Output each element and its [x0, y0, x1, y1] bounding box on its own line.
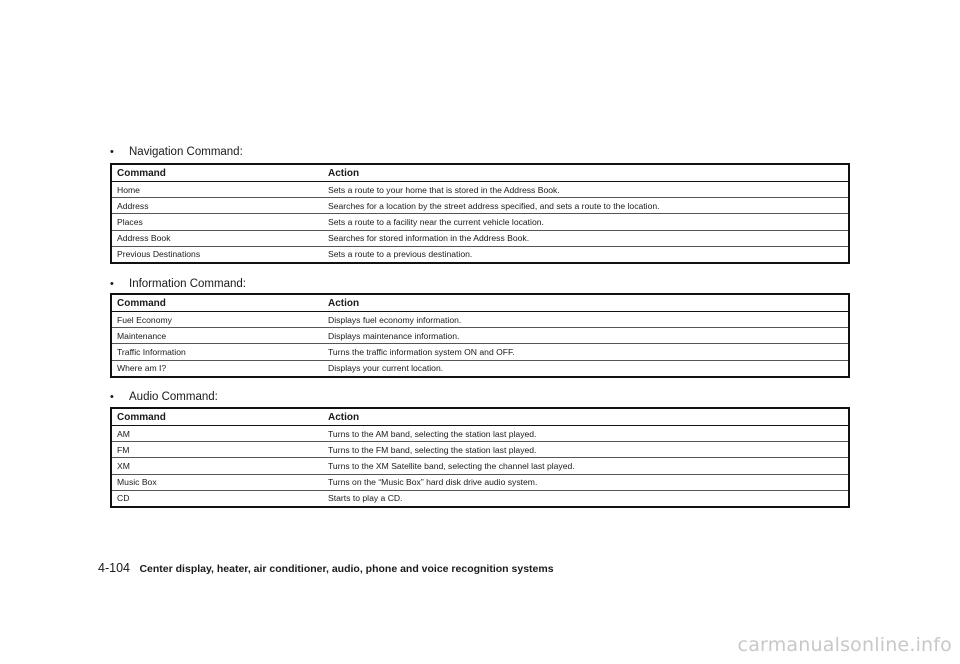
action-cell: Sets a route to your home that is stored in the Address Book.: [323, 182, 849, 198]
page-footer: [98, 560, 554, 576]
bullet-icon: •: [110, 278, 114, 290]
audio-command-table: [110, 407, 850, 508]
command-cell: FM: [111, 442, 323, 458]
command-cell: Address Book: [111, 230, 323, 246]
command-cell: Maintenance: [111, 328, 323, 344]
table-row: [111, 458, 849, 474]
command-cell: Where am I?: [111, 360, 323, 377]
action-cell: Sets a route to a facility near the current vehicle location.: [323, 214, 849, 230]
audio-heading: [110, 390, 850, 404]
action-cell: Displays your current location.: [323, 360, 849, 377]
command-cell: CD: [111, 490, 323, 507]
navigation-command-table: [110, 163, 850, 264]
action-cell: Sets a route to a previous destination.: [323, 246, 849, 263]
watermark: carmanualsonline.info: [737, 634, 952, 656]
table-row: [111, 312, 849, 328]
navigation-heading-text: Navigation Command:: [129, 146, 243, 158]
column-header-action: Action: [323, 408, 849, 426]
command-cell: Address: [111, 198, 323, 214]
information-heading: [110, 277, 850, 291]
table-header-row: [111, 408, 849, 426]
column-header-command: Command: [111, 164, 323, 182]
command-cell: Home: [111, 182, 323, 198]
column-header-action: Action: [323, 164, 849, 182]
command-cell: Previous Destinations: [111, 246, 323, 263]
table-row: [111, 344, 849, 360]
column-header-action: Action: [323, 294, 849, 312]
chapter-title: Center display, heater, air conditioner, audio, phone and voice recognition systems: [139, 563, 554, 575]
audio-section: [110, 390, 850, 504]
information-command-table: [110, 293, 850, 378]
action-cell: Turns to the XM Satellite band, selecting the channel last played.: [323, 458, 849, 474]
command-cell: AM: [111, 426, 323, 442]
table-row: [111, 198, 849, 214]
table-header-row: [111, 294, 849, 312]
command-cell: Music Box: [111, 474, 323, 490]
action-cell: Displays maintenance information.: [323, 328, 849, 344]
table-row: [111, 490, 849, 507]
action-cell: Turns the traffic information system ON and OFF.: [323, 344, 849, 360]
table-row: [111, 230, 849, 246]
command-cell: Fuel Economy: [111, 312, 323, 328]
table-row: [111, 442, 849, 458]
table-row: [111, 426, 849, 442]
command-cell: Traffic Information: [111, 344, 323, 360]
table-row: [111, 214, 849, 230]
column-header-command: Command: [111, 408, 323, 426]
command-cell: XM: [111, 458, 323, 474]
information-section: [110, 277, 850, 374]
bullet-icon: •: [110, 146, 114, 158]
command-cell: Places: [111, 214, 323, 230]
navigation-heading: [110, 145, 850, 159]
table-row: [111, 474, 849, 490]
table-row: [111, 328, 849, 344]
action-cell: Turns to the AM band, selecting the station last played.: [323, 426, 849, 442]
action-cell: Turns to the FM band, selecting the station last played.: [323, 442, 849, 458]
action-cell: Starts to play a CD.: [323, 490, 849, 507]
information-heading-text: Information Command:: [129, 278, 246, 290]
column-header-command: Command: [111, 294, 323, 312]
page-number: 4-104: [98, 561, 130, 575]
table-row: [111, 360, 849, 377]
action-cell: Displays fuel economy information.: [323, 312, 849, 328]
table-row: [111, 182, 849, 198]
bullet-icon: •: [110, 391, 114, 403]
action-cell: Searches for stored information in the Address Book.: [323, 230, 849, 246]
table-row: [111, 246, 849, 263]
action-cell: Turns on the “Music Box” hard disk drive audio system.: [323, 474, 849, 490]
audio-heading-text: Audio Command:: [129, 391, 218, 403]
navigation-section: [110, 145, 850, 260]
table-header-row: [111, 164, 849, 182]
action-cell: Searches for a location by the street address specified, and sets a route to the location.: [323, 198, 849, 214]
